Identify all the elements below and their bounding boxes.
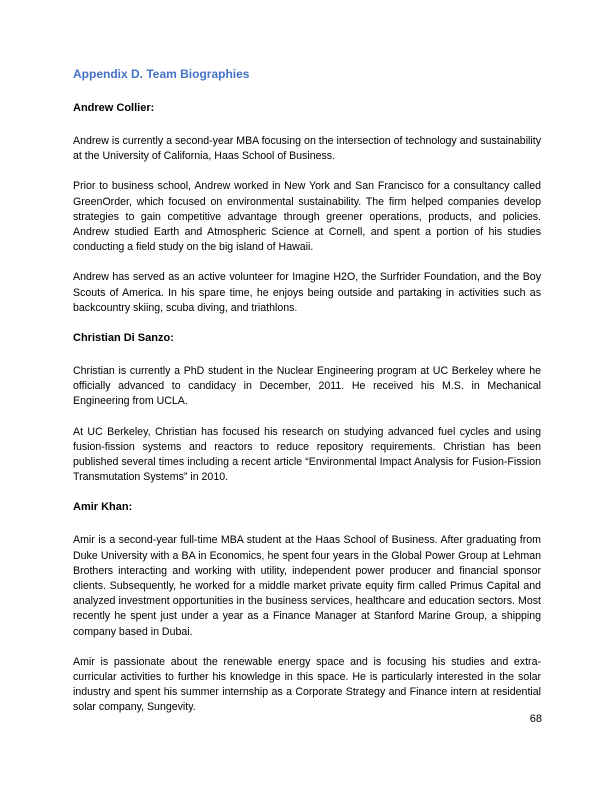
bio-paragraph: Prior to business school, Andrew worked in New York and San Francisco for a consultancy called GreenOrder, which focused on environmental sustainability. The firm helped companies develop strategies to gain competitive advantage through greener operations, products, and policies. Andrew studied Earth and Atmospheric Science at Cornell, and spent a portion of his studies conducting a field study on the big island of Hawaii. <box>73 180 541 254</box>
bio-paragraph: At UC Berkeley, Christian has focused his research on studying advanced fuel cycles and using fusion-fission systems and reactors to reduce repository requirements. Christian has been published several times including a recent article “Environmental Impact Analysis for Fusion-Fission Transmutation Systems” in 2010. <box>73 425 541 484</box>
bio-name: Andrew Collier: <box>73 102 155 114</box>
bio-paragraph: Christian is currently a PhD student in the Nuclear Engineering program at UC Berkeley where he officially advanced to candidacy in December, 2011. He received his M.S. in Mechanical Engineering from UCLA. <box>73 365 541 408</box>
bio-amir-khan <box>73 500 541 715</box>
bio-paragraph: Amir is passionate about the renewable energy space and is focusing his studies and extra-curricular activities to further his knowledge in this space. He is particularly interested in the solar industry and spent his summer internship as a Corporate Strategy and Finance intern at residential solar company, Sungevity. <box>73 655 541 714</box>
appendix-heading: Appendix D. Team Biographies <box>73 67 250 81</box>
bio-name: Christian Di Sanzo: <box>73 332 174 345</box>
page-number: 68 <box>529 713 542 725</box>
bio-paragraph: Andrew has served as an active volunteer for Imagine H2O, the Surfrider Foundation, and the Boy Scouts of America. In his spare time, he enjoys being outside and partaking in activities such as backcountry skiing, scuba diving, and triathlons. <box>73 271 541 314</box>
bio-paragraph: Amir is a second-year full-time MBA student at the Haas School of Business. After graduating from Duke University with a BA in Economics, he spent four years in the Global Power Group at Lehman Brothers interacting and working with utility, independent power producer and financial sponsor clients. Subsequently, he worked for a middle market private equity firm called Primus Capital and analyzed investment opportunities in the business services, healthcare and education sectors. Most recently he spent just under a year as a Finance Manager at Stanford Marine Group, a shipping company based in Dubai. <box>73 534 541 638</box>
document-page <box>73 66 541 731</box>
bio-christian-di-sanzo <box>73 331 541 485</box>
bio-andrew-collier <box>73 101 541 316</box>
bio-paragraph: Andrew is currently a second-year MBA focusing on the intersection of technology and sustainability at the University of California, Haas School of Business. <box>73 135 541 163</box>
bio-name: Amir Khan: <box>73 501 133 514</box>
